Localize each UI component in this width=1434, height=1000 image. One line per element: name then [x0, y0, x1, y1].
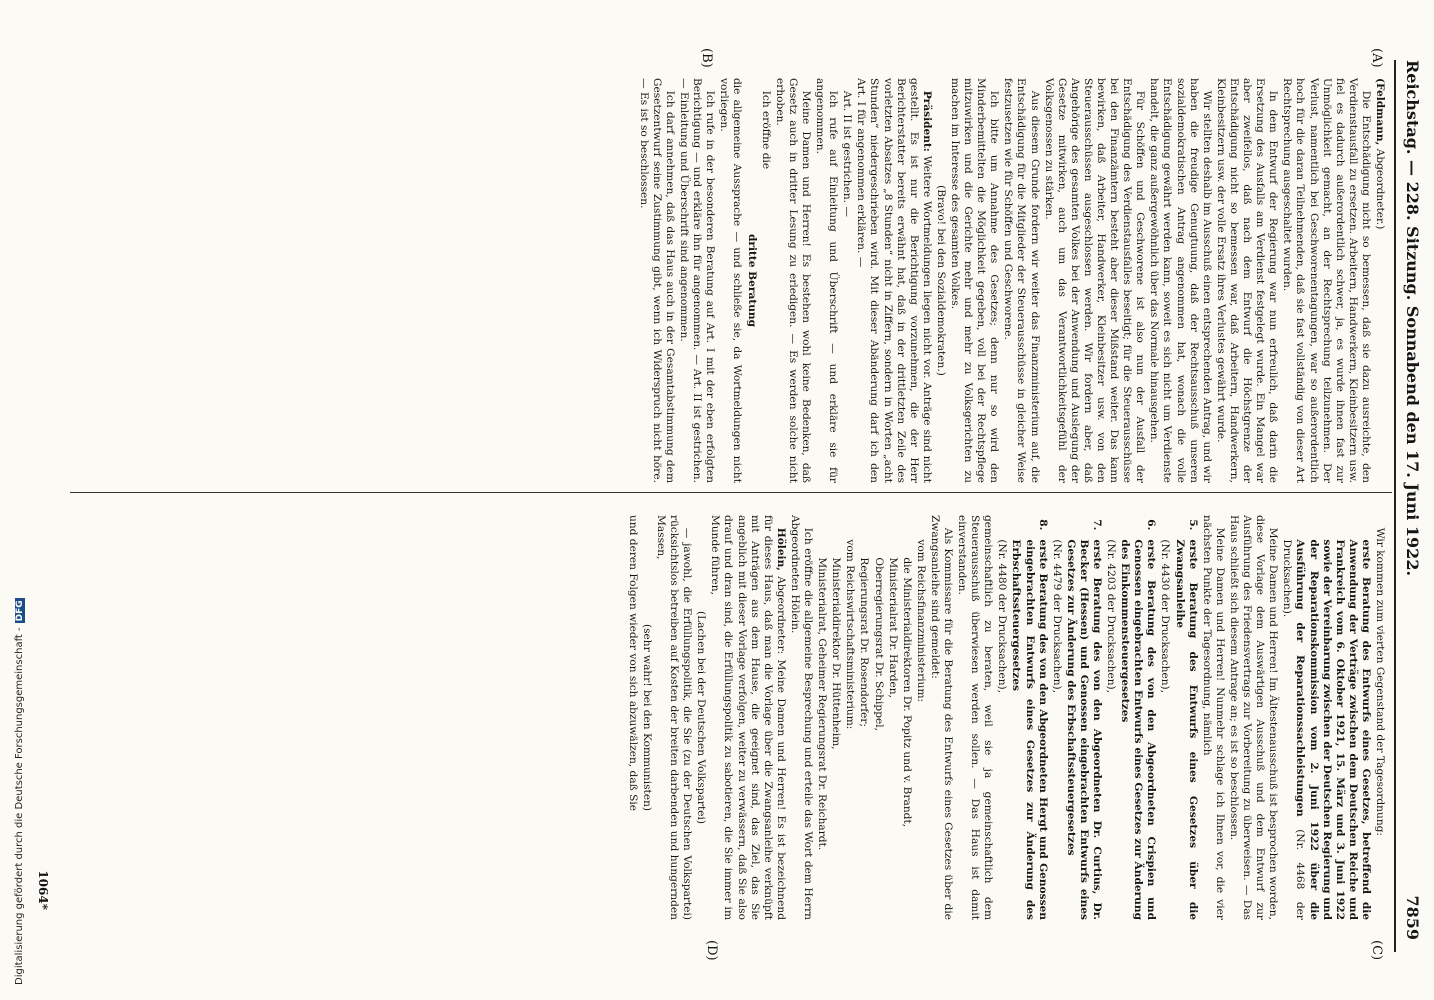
- interjection: (sehr wahr! bei den Kommunisten): [640, 623, 653, 812]
- paragraph: vom Reichsfinanzministerium:: [914, 539, 927, 703]
- dfg-logo: DFG: [15, 600, 25, 622]
- paragraph: die allgemeine Aussprache — und schließe sie, da Wortmeldungen nicht vorliegen.: [718, 78, 744, 483]
- agenda-item-ref: (Nr. 4203 der Drucksachen),: [1105, 539, 1118, 694]
- paragraph: [854, 78, 933, 483]
- paragraph: Ich eröffne die: [759, 90, 772, 170]
- paragraph: [1373, 78, 1386, 483]
- paragraph: Ich darf annehmen, daß das Haus auch in der Gesamtabstimmung dem Gesetzentwurf seine Zustimmung gibt, wenn ich Widerspruch nicht höre. — Es ist so beschlossen.: [637, 78, 677, 483]
- agenda-item: [1118, 515, 1157, 920]
- agenda-number: 7.: [1091, 519, 1104, 531]
- paragraph: Wir kommen zum vierten Gegenstand der Tagesordnung:: [1374, 527, 1386, 836]
- agenda-item: [1280, 515, 1372, 920]
- agenda-item: [1009, 515, 1048, 920]
- paragraph: Aus diesem Grunde fordern wir weiter das Finanzministerium auf, die Entschädigung für die Mitglieder der Steuerausschüsse in gleicher Weise festzusetzen wie für Schöffen und Geschworene.: [1002, 78, 1041, 483]
- commissioner: Ministerialrat Dr. Harden,: [886, 557, 899, 698]
- left-column: [70, 78, 1386, 483]
- agenda-item-ref: (Nr. 4479 der Drucksachen),: [1050, 539, 1063, 694]
- paragraph: Als Kommissare für die Beratung des Entwurfs eines Gesetzes über die Zwangsanleihe sind gemeldet:: [928, 515, 954, 920]
- agenda-item-title: erste Beratung des von den Abgeordneten Crispien und Genossen eingebrachten Entwurfs eines Gesetzes zur Änderung des Einkommensteuergesetzes: [1119, 539, 1158, 920]
- agenda-number: 6.: [1145, 519, 1158, 531]
- paragraph: Die Entschädigung nicht so bemessen, daß sie dazu ausreichte, den Verdienstausfall zu ersetzen. Arbeitern, Handwerkern, Kleinbesitzern usw. fiel es dadurch außerordentlich schwer, ja, es wurde ihnen fast zur Unmöglichkeit gemacht, an der Rechtsprechung teilzunehmen. Der Verlust, namentlich bei Geschworenentagungen, war so außerordentlich hoch für die daran Teilnehmenden, daß sie fast vollständig von dieser Art Rechtsprechung ausgeschaltet wurden.: [1281, 78, 1372, 483]
- speech-text: Abgeordneter: Meine Damen und Herren! Es ist bezeichnend für dieses Haus, daß man die Vorlage über die Zwangsanleihe verknüpft mit Anträgen aus dem Hause, die geeignet sind, das Ziel, das Sie angeblich mit dieser Vorlage verfolgen, weiter zu verwässern, daß Sie also drauf und dran sind, die Erfüllungspolitik zu sabotieren, die Sie immer im Munde führen,: [709, 515, 787, 920]
- agenda-item-ref: (Nr. 4430 der Drucksachen),: [1159, 539, 1172, 694]
- agenda-item-title: erste Beratung des Entwurfs eines Gesetzes, betreffend die Anwendung der Verträge zwischen dem Deutschen Reiche und Frankreich vom 6. Oktober 1921, 15. März und 3. Juni 1922 sowie der Vereinbarung zwischen der Deutschen Regierung und der Reparationskommission vom 2. Juni 1922 über die Ausführung der Reparationssachleistungen: [1294, 539, 1372, 920]
- agenda-item-ref: (Nr. 4480 der Drucksachen),: [996, 539, 1009, 694]
- margin-letter-a: (A): [1369, 48, 1384, 68]
- margin-letter-b: (B): [699, 48, 714, 68]
- paragraph: Ich eröffne die allgemeine Besprechung und erteile das Wort dem Herrn Abgeordneten Hölein.: [788, 515, 815, 920]
- speaker-name: Hölein,: [774, 527, 787, 571]
- running-header: Reichstag. — 228. Sitzung. Sonnabend den 17. Juni 1922.: [1403, 60, 1422, 577]
- paragraph: — jawohl, die Erfüllungspolitik, die Sie (zu der Deutschen Volkspartei) rücksichtslos betreiben auf Kosten der breiten darbenden und hungernden Massen,: [655, 515, 694, 920]
- paragraph: Ich rufe in der besonderen Beratung auf Art. I mit der eben erfolgten Berichtigung — und erkläre ihn für angenommen. — Art. II ist gestrichen. — Einleitung und Überschrift sind angenommen.: [678, 78, 717, 483]
- paragraph: Ich rufe auf Einleitung und Überschrift — und erkläre sie für angenommen.: [814, 78, 840, 483]
- paragraph: und deren Folgen wieder von sich abzuwälzen, daß Sie: [626, 515, 639, 811]
- commissioner: Ministerialrat, Geheimer Regierungsrat Dr. Reichardt.: [816, 557, 829, 851]
- agenda-item: [1173, 515, 1199, 920]
- paragraph: Meine Damen und Herren! Im Ältestenausschuß ist besprochen worden, diese Vorlage dem Auswärtigen Ausschuß und dem Entwurf zur Ausführung des Friedensvertrags zur Vorbereitung zu überweisen. — Das Haus schließt sich diesem Antrage an; es ist so beschlossen.: [1227, 515, 1280, 920]
- speaker-name: Präsident:: [920, 90, 933, 152]
- paragraph: gemeinschaftlich zu beraten, weil sie ja gemeinschaftlich dem Steuerausschuß überwiesen werden sollen. — Das Haus ist damit einverstanden.: [956, 515, 995, 920]
- paragraph: In dem Entwurf der Regierung war nun erfreulich, daß darin die Ersetzung des Ausfalls am Verdienst festgelegt wurde. Ein Mangel war aber zweifellos, daß nach dem Entwurf die Höchstgrenze der Entschädigung nicht so bemessen war, daß Arbeitern, Handwerkern, Kleinbesitzern usw. der volle Ersatz ihres Verlustes gewährt wurde.: [1214, 78, 1280, 483]
- right-column: [70, 515, 1386, 920]
- agenda-item-title: erste Beratung des Entwurfs eines Gesetzes über die Zwangsanleihe: [1173, 539, 1199, 920]
- footer-page-number: 1064*: [36, 870, 50, 910]
- paragraph: [708, 515, 787, 920]
- speaker-role: Abgeordneter.): [1374, 148, 1386, 230]
- paragraph: Art. II ist gestrichen. —: [841, 90, 854, 217]
- paragraph: Für Schöffen und Geschworene ist also nun der Ausfall der Entschädigung des Verdienstausfalles beseitigt; für die Steuerausschüsse bei den Finanzämtern besteht aber dieser Mißstand weiter. Das kann bewirken, daß Arbeiter, Handwerker, Kleinbesitzer usw. von den Steuerausschüssen ausgeschlossen werden. Wir fordern aber, daß Angehörige des gesamten Volkes bei der Anwendung und Auslegung der Gesetze mitwirken, auch um das Verantwortlichkeitsgefühl der Volksgenossen zu stärken.: [1042, 78, 1147, 483]
- speaker-name: (Feldmann,: [1374, 78, 1386, 146]
- section-heading: dritte Beratung: [745, 233, 758, 328]
- agenda-number: 5.: [1186, 519, 1199, 531]
- interjection: (Bravo! bei den Sozialdemokraten.): [934, 185, 947, 376]
- margin-letter-d: (D): [704, 940, 719, 961]
- agenda-item-title: erste Beratung des von den Abgeordneten Dr. Curtius, Dr. Becker (Hessen) und Genossen eingebrachten Entwurfs eines Gesetzes zur Änderung des Erbschaftssteuergesetzes: [1064, 539, 1104, 920]
- paragraph: Meine Damen und Herren! Es bestehen wohl keine Bedenken, daß Gesetz auch in dritter Lesung zu erledigen. — Es werden solche nicht erhoben.: [773, 78, 812, 483]
- paragraph: Ich bitte um Annahme des Gesetzes; denn nur so wird den Minderbemittelten die Möglichkeit gegeben, voll bei der Rechtspflege mitzuwirken und die Gerichte mehr und mehr zu Volksgerichten zu machen im Interesse des gesamten Volkes.: [949, 78, 1001, 483]
- margin-letter-c: (C): [1369, 940, 1384, 961]
- commissioner: Oberregierungsrat Dr. Schippel,: [872, 557, 885, 732]
- page-number: 7859: [1403, 895, 1422, 940]
- commissioner-ministry: vom Reichswirtschaftsministerium:: [844, 539, 857, 730]
- speech-text: Weitere Wortmeldungen liegen nicht vor. Anträge sind nicht gestellt. Es ist nur die Berichtigung vorzunehmen, die der Herr Berichterstatter bereits erwähnt hat, daß in der drittletzten Zeile des vorletzten Absatzes „8 Stunden“ nicht in Ziffern, sondern in Worten „acht Stunden“ niedergeschrieben wird. Mit dieser Abänderung darf ich den Art. I für angenommen erklären. —: [855, 78, 933, 483]
- agenda-item-ref: (Nr. 4468 der Drucksachen).: [1281, 539, 1307, 920]
- agenda-number: 8.: [1036, 519, 1049, 531]
- commissioner: Ministerialdirektor Dr. Hüttenheim,: [830, 557, 843, 750]
- commissioner: die Ministerialdirektoren Dr. Popitz und v. Brandt,: [900, 557, 913, 828]
- digitization-credit: [2, 600, 25, 990]
- commissioner: Regierungsrat Dr. Rosendorfer;: [858, 557, 871, 728]
- interjection: (Lachen bei der Deutschen Volkspartei): [695, 611, 708, 824]
- credit-text: Digitalisierung gefördert durch die Deutsche Forschungsgemeinschaft -: [14, 627, 25, 985]
- header-rule: [1394, 60, 1396, 952]
- agenda-item-title: erste Beratung des von den Abgeordneten Hergt und Genossen eingebrachten Entwurfs eines Gesetzes zur Änderung des Erbschaftssteuergesetzes: [1010, 539, 1049, 920]
- paragraph: Wir stellten deshalb im Ausschuß einen entsprechenden Antrag, und wir haben die freudige Genugtuung, daß der Rechtsausschuß unseren sozialdemokratischen Antrag angenommen hat, wonach die volle Entschädigung gewährt werden kann, soweit es sich nicht um Verdienste handelt, die ganz außergewöhnlich über das Normale hinausgehen.: [1148, 78, 1213, 483]
- agenda-item: [1064, 515, 1103, 920]
- paragraph: Meine Damen und Herren! Nunmehr schlage ich Ihnen vor, die vier nächsten Punkte der Tagesordnung, nämlich: [1200, 515, 1226, 920]
- column-divider: [70, 492, 1392, 493]
